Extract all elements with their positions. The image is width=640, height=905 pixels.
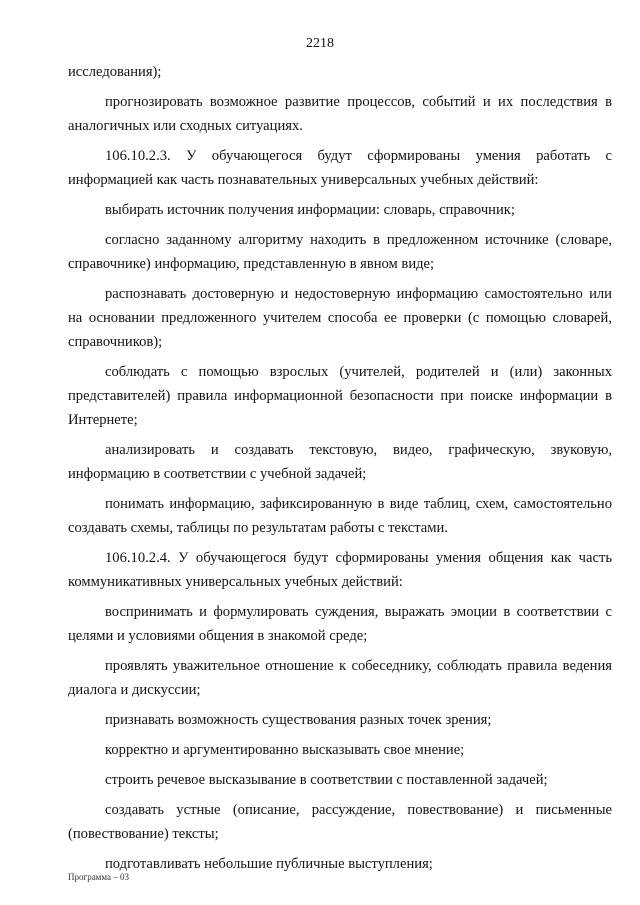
- list-item: согласно заданному алгоритму находить в предложенном источнике (словаре, справочнике) информацию, представленную в явном виде;: [68, 232, 612, 272]
- list-item: подготавливать небольшие публичные выступления;: [105, 856, 433, 872]
- list-item: соблюдать с помощью взрослых (учителей, родителей и (или) законных представителей) правила информационной безопасности при поиске информации в Интернете;: [68, 364, 612, 428]
- section-paragraph-106-10-2-3: 106.10.2.3. У обучающегося будут сформированы умения работать с информацией как часть познавательных универсальных учебных действий:: [68, 148, 612, 188]
- list-item: понимать информацию, зафиксированную в виде таблиц, схем, самостоятельно создавать схемы, таблицы по результатам работы с текстами.: [68, 496, 612, 536]
- list-item: анализировать и создавать текстовую, видео, графическую, звуковую, информацию в соответствии с учебной задачей;: [68, 442, 612, 482]
- paragraph: прогнозировать возможное развитие процессов, событий и их последствия в аналогичных или сходных ситуациях.: [68, 94, 612, 134]
- list-item: признавать возможность существования разных точек зрения;: [105, 712, 492, 728]
- list-item: воспринимать и формулировать суждения, выражать эмоции в соответствии с целями и условиями общения в знакомой среде;: [68, 604, 612, 644]
- list-item: корректно и аргументированно высказывать свое мнение;: [105, 742, 465, 758]
- list-item: проявлять уважительное отношение к собеседнику, соблюдать правила ведения диалога и дискуссии;: [68, 658, 612, 698]
- list-item: распознавать достоверную и недостоверную информацию самостоятельно или на основании предложенного учителем способа ее проверки (с помощью словарей, справочников);: [68, 286, 612, 350]
- list-item: выбирать источник получения информации: словарь, справочник;: [105, 202, 515, 218]
- document-body: [68, 60, 612, 882]
- paragraph-continuation: исследования);: [68, 64, 162, 80]
- footer-program-label: Программа – 03: [68, 872, 130, 882]
- list-item: создавать устные (описание, рассуждение, повествование) и письменные (повествование) тексты;: [68, 802, 612, 842]
- page-number: 2218: [306, 36, 334, 51]
- section-paragraph-106-10-2-4: 106.10.2.4. У обучающегося будут сформированы умения общения как часть коммуникативных универсальных учебных действий:: [68, 550, 612, 590]
- list-item: строить речевое высказывание в соответствии с поставленной задачей;: [105, 772, 548, 788]
